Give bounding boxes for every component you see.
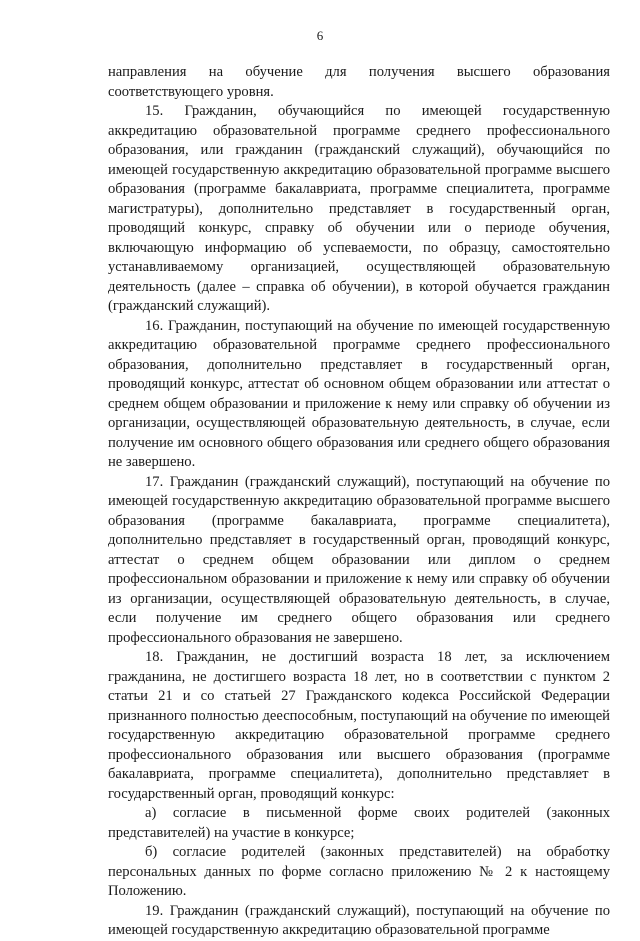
paragraph-15: 15. Гражданин, обучающийся по имеющей государственную аккредитацию образовательной программе среднего профессионального образования, или гражданин (гражданский служащий), обучающийся по имеющей государственную аккредитацию образовательной программе высшего образования (программе бакалавриата, программе специалитета, программе магистратуры), дополнительно представляет в государственный орган, проводящий конкурс, справку об обучении или о периоде обучения, включающую информацию об успеваемости, по образцу, самостоятельно устанавливаемому организацией, осуществляющей образовательную деятельность (далее – справка об обучении), в которой обучается гражданин (гражданский служащий). [108, 103, 610, 314]
paragraph-18-item-a: а) согласие в письменной форме своих родителей (законных представителей) на участие в конкурсе; [108, 805, 610, 841]
paragraph-14-continuation: направления на обучение для получения высшего образования соответствующего уровня. [108, 64, 610, 100]
paragraph-16: 16. Гражданин, поступающий на обучение по имеющей государственную аккредитацию образовательной программе среднего профессионального образования, дополнительно представляет в государственный орган, проводящий конкурс, аттестат об основном общем образовании или аттестат о среднем общем образовании и приложение к нему или справку об обучении из организации, осуществляющей образовательную деятельность, в случае, если получение им основного общего образования или среднего общего образования не завершено. [108, 317, 610, 470]
paragraph-18-item-b: б) согласие родителей (законных представителей) на обработку персональных данных по форме согласно приложению № 2 к настоящему Положению. [108, 844, 610, 899]
paragraph-18: 18. Гражданин, не достигший возраста 18 лет, за исключением гражданина, не достигшего возраста 18 лет, но в соответствии с пунктом 2 статьи 21 и со статьей 27 Гражданского кодекса Российской Федерации признанного полностью дееспособным, поступающий на обучение по имеющей государственную аккредитацию образовательной программе среднего профессионального образования или высшего образования (программе бакалавриата, программе специалитета), дополнительно представляет в государственный орган, проводящий конкурс: [108, 649, 610, 802]
document-body [108, 63, 610, 941]
paragraph-19: 19. Гражданин (гражданский служащий), поступающий на обучение по имеющей государственную аккредитацию образовательной программе [108, 902, 610, 938]
paragraph-17: 17. Гражданин (гражданский служащий), поступающий на обучение по имеющей государственную аккредитацию образовательной программе высшего образования (программе бакалавриата, программе специалитета), дополнительно представляет в государственный орган, проводящий конкурс, аттестат о среднем общем образовании или диплом о среднем профессиональном образовании и приложение к нему или справку об обучении из организации, осуществляющей образовательную деятельность, в случае, если получение им среднего общего образования или среднего профессионального образования не завершено. [108, 473, 610, 646]
page-number: 6 [316, 28, 324, 43]
